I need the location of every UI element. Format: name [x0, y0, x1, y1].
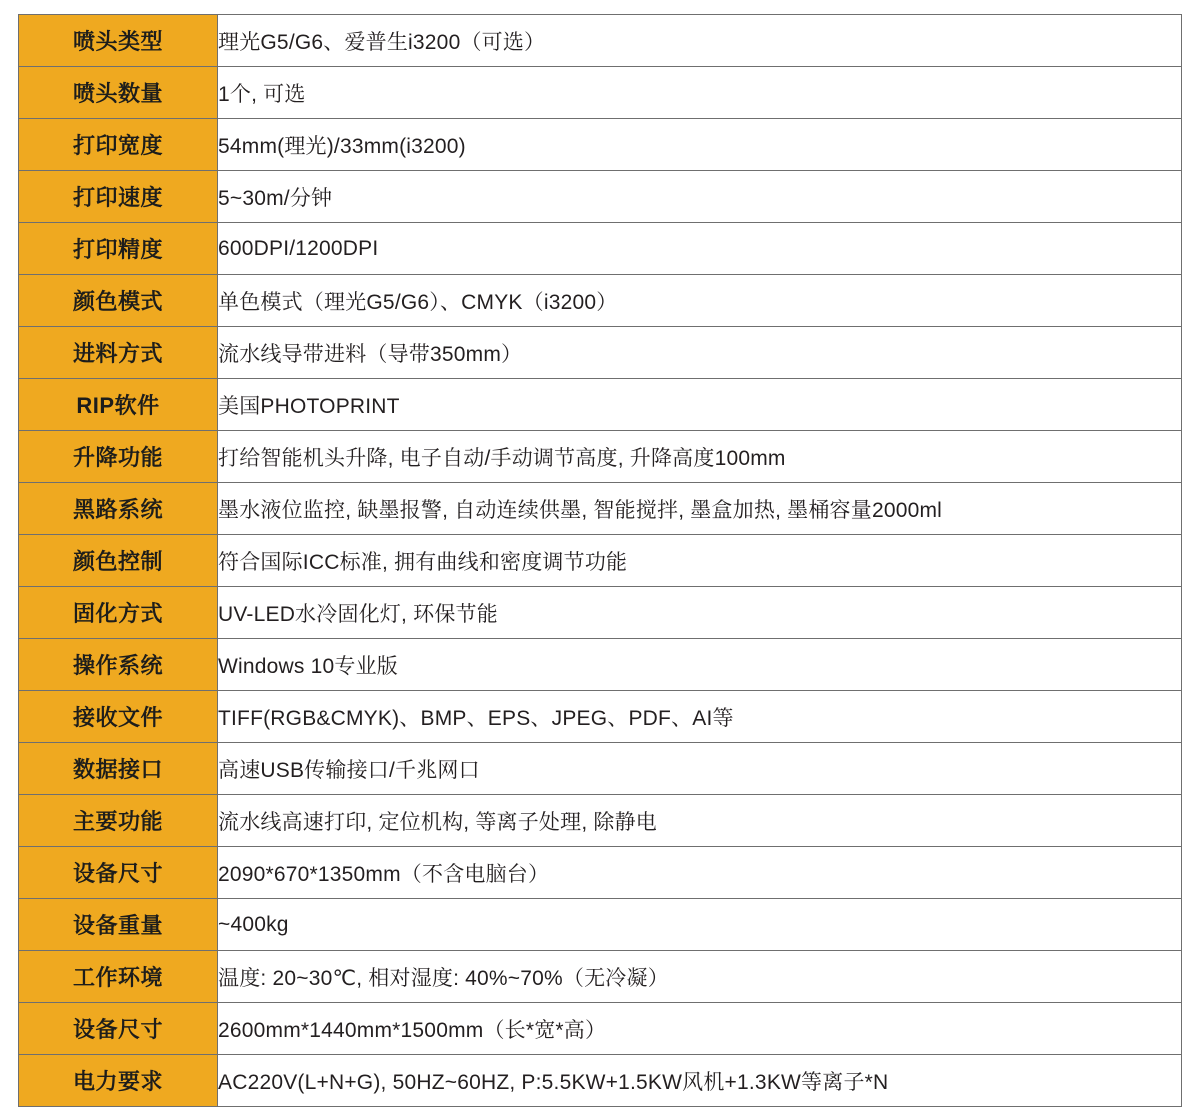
- row-value: 打给智能机头升降, 电子自动/手动调节高度, 升降高度100mm: [218, 431, 1182, 483]
- row-label: 黑路系统: [19, 483, 218, 535]
- row-value: 600DPI/1200DPI: [218, 223, 1182, 275]
- row-label: 喷头数量: [19, 67, 218, 119]
- table-row: [19, 67, 1182, 119]
- row-label: 进料方式: [19, 327, 218, 379]
- row-label: 工作环境: [19, 951, 218, 1003]
- row-label: 操作系统: [19, 639, 218, 691]
- table-row: [19, 587, 1182, 639]
- table-row: [19, 535, 1182, 587]
- row-label: 打印宽度: [19, 119, 218, 171]
- row-value: 符合国际ICC标准, 拥有曲线和密度调节功能: [218, 535, 1182, 587]
- row-label: 打印速度: [19, 171, 218, 223]
- row-label: 接收文件: [19, 691, 218, 743]
- row-value: UV-LED水冷固化灯, 环保节能: [218, 587, 1182, 639]
- table-row: [19, 1003, 1182, 1055]
- row-value: 5~30m/分钟: [218, 171, 1182, 223]
- row-value: AC220V(L+N+G), 50HZ~60HZ, P:5.5KW+1.5KW风机+1.3KW等离子*N: [218, 1055, 1182, 1107]
- row-value: ~400kg: [218, 899, 1182, 951]
- row-value: 1个, 可选: [218, 67, 1182, 119]
- row-label: 颜色模式: [19, 275, 218, 327]
- row-label: 设备重量: [19, 899, 218, 951]
- table-row: [19, 119, 1182, 171]
- table-row: [19, 691, 1182, 743]
- row-label: 升降功能: [19, 431, 218, 483]
- row-label: 设备尺寸: [19, 847, 218, 899]
- table-row: [19, 639, 1182, 691]
- row-label: 主要功能: [19, 795, 218, 847]
- row-value: 流水线高速打印, 定位机构, 等离子处理, 除静电: [218, 795, 1182, 847]
- table-row: [19, 743, 1182, 795]
- table-row: [19, 795, 1182, 847]
- row-value: 2090*670*1350mm（不含电脑台）: [218, 847, 1182, 899]
- row-label: 打印精度: [19, 223, 218, 275]
- specification-table-body: [19, 15, 1182, 1107]
- table-row: [19, 1055, 1182, 1107]
- table-row: [19, 847, 1182, 899]
- row-value: 理光G5/G6、爱普生i3200（可选）: [218, 15, 1182, 67]
- table-row: [19, 951, 1182, 1003]
- row-value: 墨水液位监控, 缺墨报警, 自动连续供墨, 智能搅拌, 墨盒加热, 墨桶容量2000ml: [218, 483, 1182, 535]
- table-row: [19, 327, 1182, 379]
- row-label: 颜色控制: [19, 535, 218, 587]
- table-row: [19, 431, 1182, 483]
- row-label: 喷头类型: [19, 15, 218, 67]
- row-label: 数据接口: [19, 743, 218, 795]
- row-value: 流水线导带进料（导带350mm）: [218, 327, 1182, 379]
- row-value: Windows 10专业版: [218, 639, 1182, 691]
- row-value: 54mm(理光)/33mm(i3200): [218, 119, 1182, 171]
- row-label: 设备尺寸: [19, 1003, 218, 1055]
- table-row: [19, 15, 1182, 67]
- specification-table: [18, 14, 1182, 1107]
- table-row: [19, 275, 1182, 327]
- row-value: TIFF(RGB&CMYK)、BMP、EPS、JPEG、PDF、AI等: [218, 691, 1182, 743]
- row-value: 单色模式（理光G5/G6）、CMYK（i3200）: [218, 275, 1182, 327]
- row-label: RIP软件: [19, 379, 218, 431]
- row-value: 高速USB传输接口/千兆网口: [218, 743, 1182, 795]
- table-row: [19, 171, 1182, 223]
- row-value: 美国PHOTOPRINT: [218, 379, 1182, 431]
- table-row: [19, 483, 1182, 535]
- table-row: [19, 223, 1182, 275]
- table-row: [19, 379, 1182, 431]
- row-value: 2600mm*1440mm*1500mm（长*宽*高）: [218, 1003, 1182, 1055]
- table-row: [19, 899, 1182, 951]
- row-value: 温度: 20~30℃, 相对湿度: 40%~70%（无冷凝）: [218, 951, 1182, 1003]
- row-label: 固化方式: [19, 587, 218, 639]
- row-label: 电力要求: [19, 1055, 218, 1107]
